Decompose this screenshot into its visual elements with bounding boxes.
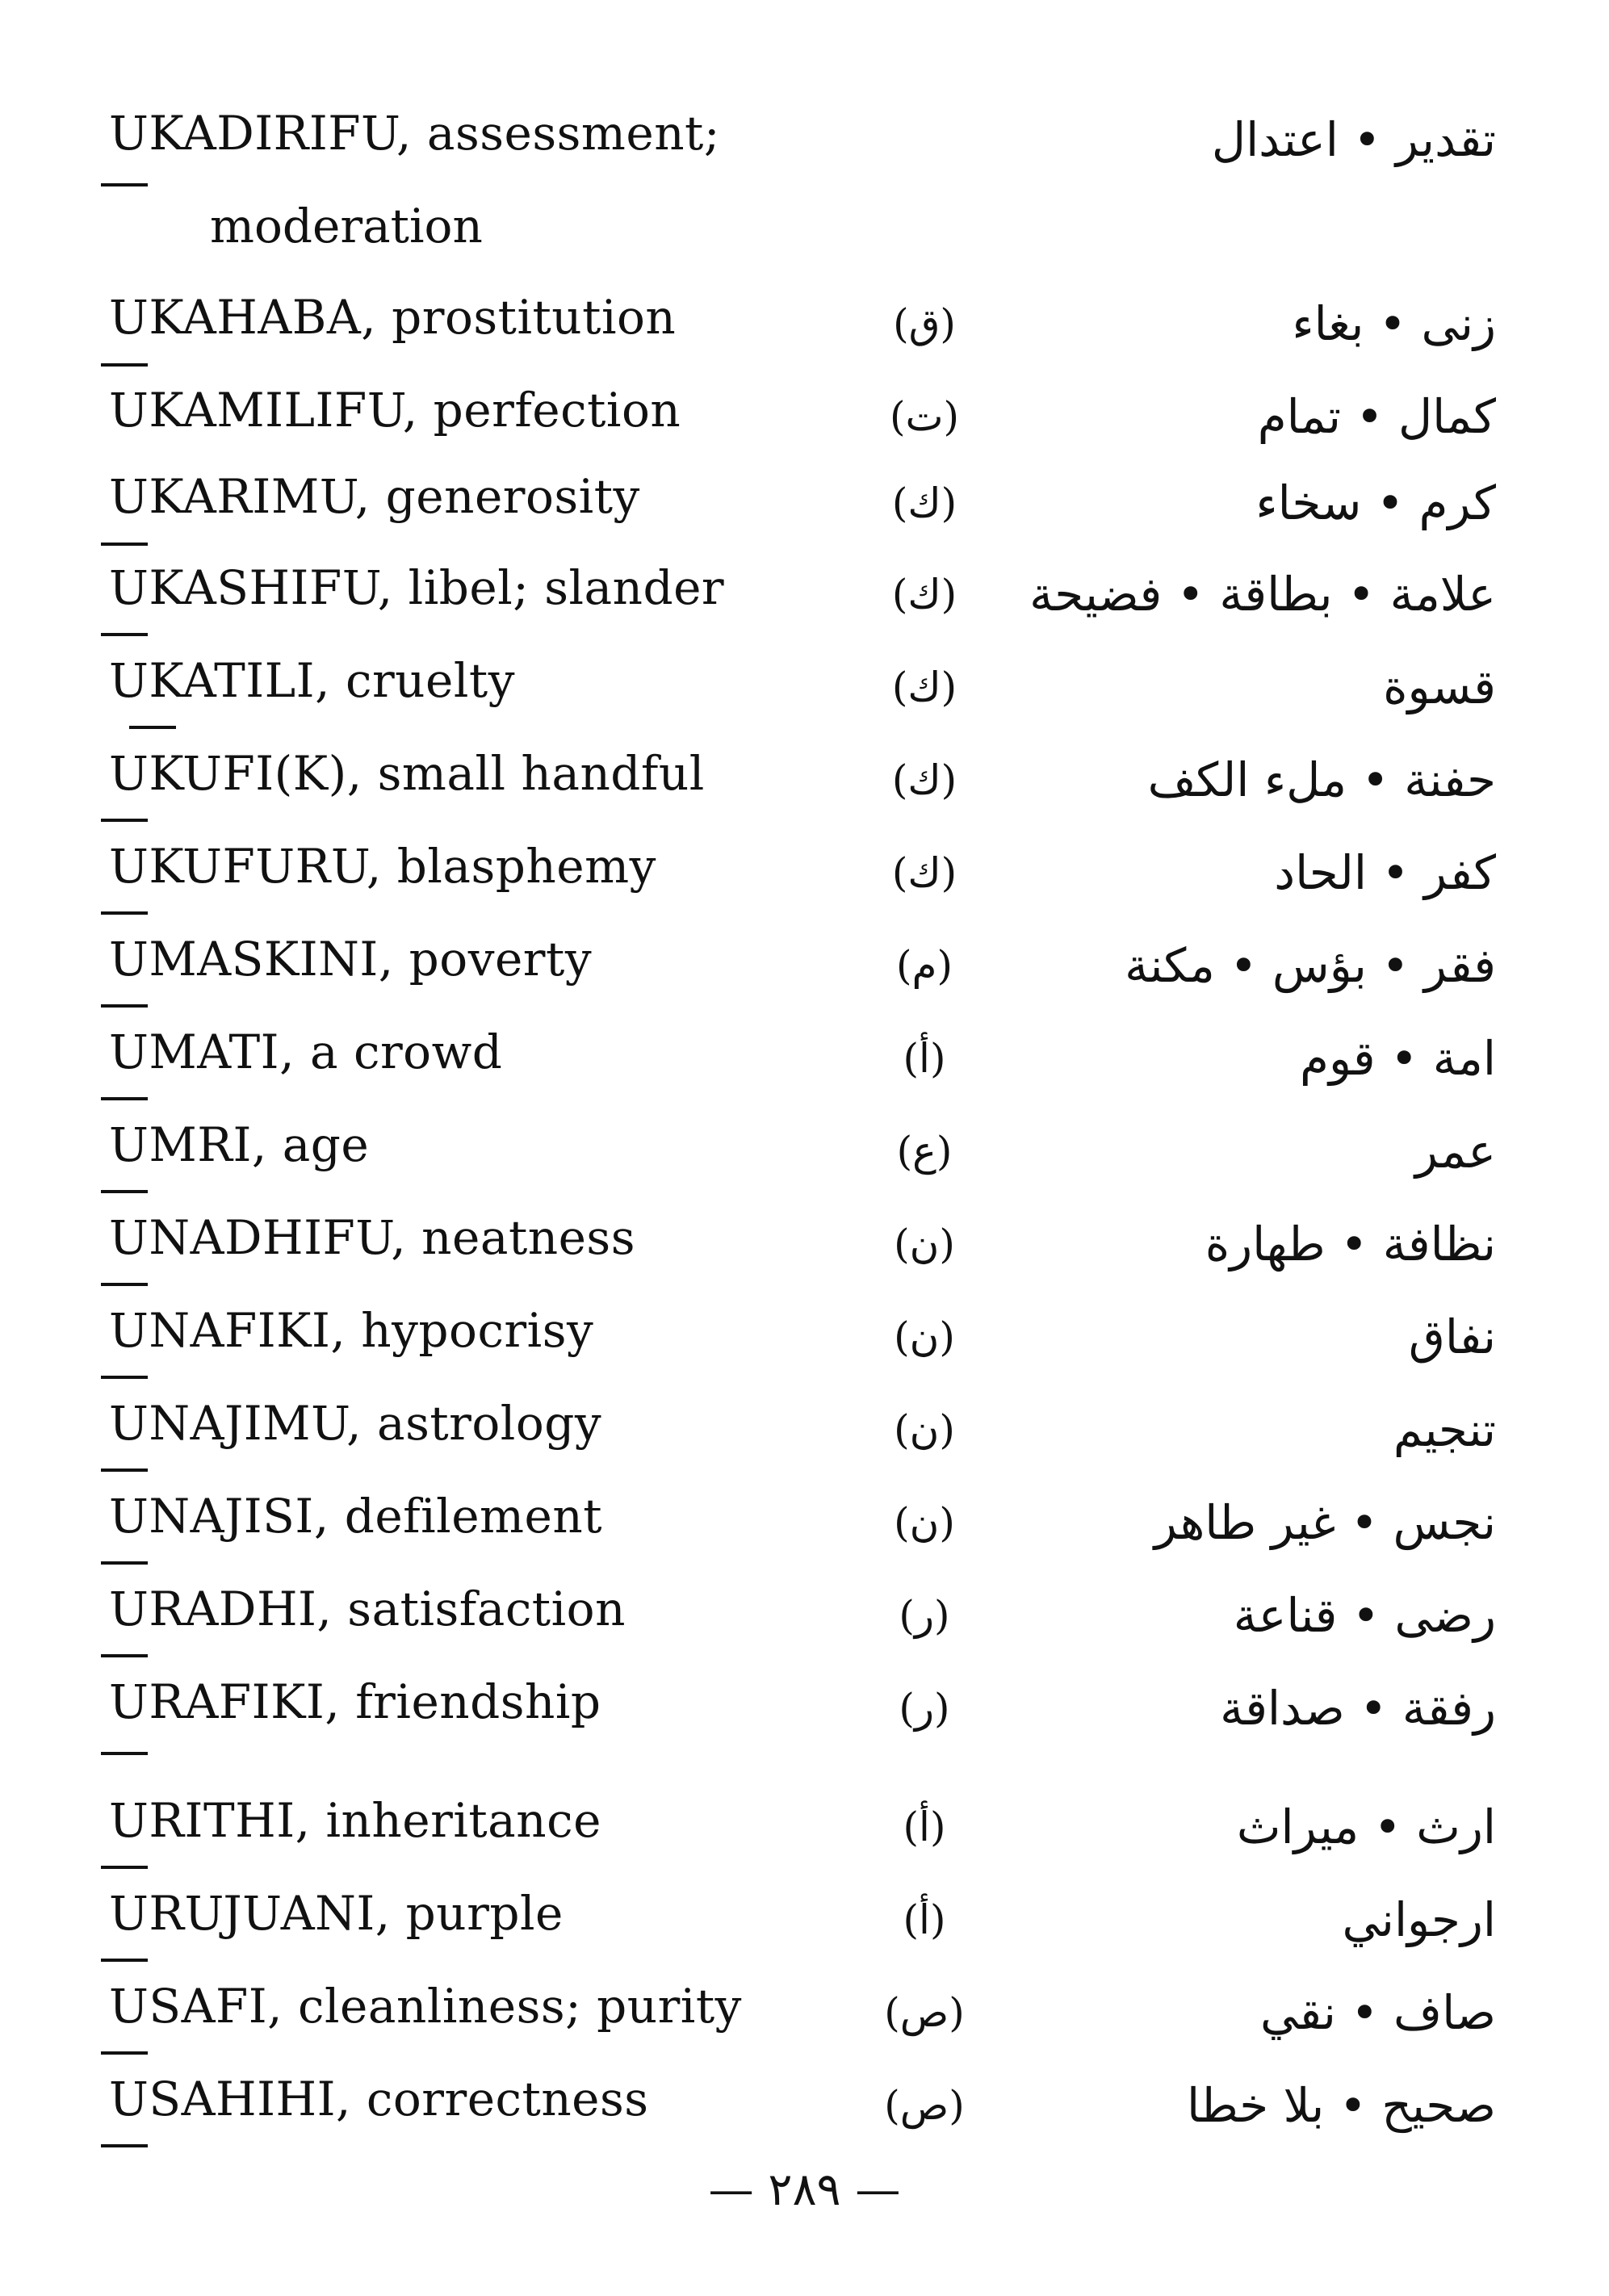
entry-divider <box>129 726 176 729</box>
entry-arabic: صاف • نقي <box>1260 1985 1496 2040</box>
dictionary-entry <box>0 1395 1609 1484</box>
entry-arabic: رفقة • صداقة <box>1220 1681 1496 1736</box>
entry-divider <box>101 2051 148 2055</box>
entry-divider <box>101 1004 148 1008</box>
entry-arabic: تنجيم <box>1393 1402 1496 1457</box>
entry-source-abbr: (ق) <box>893 300 956 347</box>
entry-source-abbr: (ص) <box>884 1989 965 2036</box>
entry-divider <box>101 1469 148 1472</box>
entry-arabic: زنى • بغاء <box>1292 296 1496 351</box>
dictionary-entry <box>0 468 1609 557</box>
entry-divider <box>101 1283 148 1286</box>
entry-divider <box>101 1561 148 1565</box>
dictionary-entry <box>0 1792 1609 1881</box>
entry-arabic: كرم • سخاء <box>1255 476 1496 530</box>
entry-arabic: عمر <box>1414 1124 1496 1179</box>
entry-source-abbr: (ك) <box>891 756 957 803</box>
entry-term: UNAFIKI, hypocrisy <box>109 1303 594 1358</box>
entry-arabic: حفنة • ملء الكف <box>1147 752 1496 807</box>
entry-term: UKAHABA, prostitution <box>109 290 677 345</box>
entry-term: UMASKINI, poverty <box>109 932 593 987</box>
dictionary-entry <box>0 1209 1609 1298</box>
entry-term: UKASHIFU, libel; slander <box>109 560 725 615</box>
entry-term: UKUFI(K), small handful <box>109 746 705 801</box>
entry-arabic: ارث • ميراث <box>1236 1800 1496 1854</box>
entry-arabic: فقر • بؤس • مكنة <box>1125 938 1496 993</box>
page-number: — ٢٨٩ — <box>708 2164 901 2216</box>
entry-source-abbr: (ك) <box>891 480 957 526</box>
entry-term: URITHI, inheritance <box>109 1793 601 1848</box>
entry-term: UMRI, age <box>109 1117 370 1172</box>
entry-arabic: كفر • الحاد <box>1274 845 1496 900</box>
entry-arabic: صحيح • بلا خطا <box>1186 2078 1496 2133</box>
entry-source-abbr: (ر) <box>899 1592 950 1639</box>
dictionary-entry <box>0 2071 1609 2160</box>
dictionary-entry <box>0 652 1609 741</box>
entry-source-abbr: (م) <box>896 942 953 989</box>
entry-term: UKAMILIFU, perfection <box>109 383 681 438</box>
entry-source-abbr: (ت) <box>889 393 960 440</box>
entry-term: UKADIRIFU, assessment; <box>109 106 720 161</box>
entry-term: UNAJIMU, astrology <box>109 1396 602 1451</box>
entry-term: UKARIMU, generosity <box>109 469 640 524</box>
entry-arabic: ارجواني <box>1342 1892 1496 1947</box>
entry-arabic: امة • قوم <box>1300 1031 1496 1086</box>
entry-divider <box>101 1097 148 1100</box>
dictionary-entry <box>0 1978 1609 2067</box>
entry-term: URUJUANI, purple <box>109 1886 564 1941</box>
entry-term: UKUFURU, blasphemy <box>109 839 656 894</box>
dictionary-entry <box>0 931 1609 1020</box>
entry-source-abbr: (ن) <box>894 1313 955 1360</box>
entry-arabic: نفاق <box>1408 1309 1496 1364</box>
entry-source-abbr: (ن) <box>894 1221 955 1267</box>
entry-source-abbr: (ك) <box>891 571 957 618</box>
entry-term: UNAJISI, defilement <box>109 1489 603 1544</box>
dictionary-entry <box>0 1885 1609 1974</box>
entry-term: USAHIHI, correctness <box>109 2072 649 2126</box>
entry-source-abbr: (أ) <box>903 1035 946 1082</box>
entry-source-abbr: (ك) <box>891 664 957 710</box>
entry-term: URADHI, satisfaction <box>109 1582 626 1636</box>
entry-source-abbr: (ص) <box>884 2082 965 2129</box>
entry-divider <box>101 2144 148 2147</box>
entry-arabic: رضى • قناعة <box>1233 1588 1496 1643</box>
entry-term: UKATILI, cruelty <box>109 653 515 708</box>
entry-source-abbr: (ع) <box>896 1128 953 1175</box>
entry-source-abbr: (ك) <box>891 849 957 896</box>
entry-divider <box>101 911 148 915</box>
dictionary-entry <box>0 1674 1609 1762</box>
entry-divider <box>101 1959 148 1962</box>
entry-divider <box>101 1376 148 1379</box>
entry-source-abbr: (أ) <box>903 1804 946 1850</box>
entry-source-abbr: (ن) <box>894 1499 955 1546</box>
entry-term: UNADHIFU, neatness <box>109 1210 635 1265</box>
entry-divider <box>101 1866 148 1869</box>
entry-divider <box>101 819 148 822</box>
dictionary-entry <box>0 105 1609 266</box>
entry-divider <box>101 543 148 546</box>
entry-arabic: نجس • غير طاهر <box>1154 1495 1496 1550</box>
entry-divider <box>101 633 148 636</box>
entry-arabic: قسوة <box>1383 660 1496 714</box>
entry-divider <box>101 363 148 367</box>
entry-source-abbr: (أ) <box>903 1896 946 1943</box>
entry-source-abbr: (ر) <box>899 1685 950 1732</box>
entry-term: UMATI, a crowd <box>109 1024 503 1079</box>
dictionary-entry <box>0 382 1609 471</box>
dictionary-entry <box>0 838 1609 927</box>
dictionary-entry <box>0 745 1609 834</box>
entry-arabic: تقدير • اعتدال <box>1211 112 1496 167</box>
dictionary-entry <box>0 1488 1609 1577</box>
dictionary-entry <box>0 1117 1609 1205</box>
dictionary-entry <box>0 1581 1609 1670</box>
dictionary-entry <box>0 289 1609 378</box>
entry-arabic: كمال • تمام <box>1257 389 1496 444</box>
entry-divider <box>101 1752 148 1755</box>
entry-term-continuation: moderation <box>210 199 483 253</box>
entry-arabic: علامة • بطاقة • فضيحة <box>1029 567 1496 622</box>
entry-term: URAFIKI, friendship <box>109 1674 601 1729</box>
dictionary-entry <box>0 1302 1609 1391</box>
entry-divider <box>101 183 148 186</box>
entry-divider <box>101 1190 148 1193</box>
entry-divider <box>101 1654 148 1657</box>
dictionary-entry <box>0 559 1609 648</box>
entry-arabic: نظافة • طهارة <box>1205 1217 1496 1272</box>
entry-term: USAFI, cleanliness; purity <box>109 1979 742 2034</box>
entry-source-abbr: (ن) <box>894 1406 955 1453</box>
dictionary-entry <box>0 1024 1609 1112</box>
